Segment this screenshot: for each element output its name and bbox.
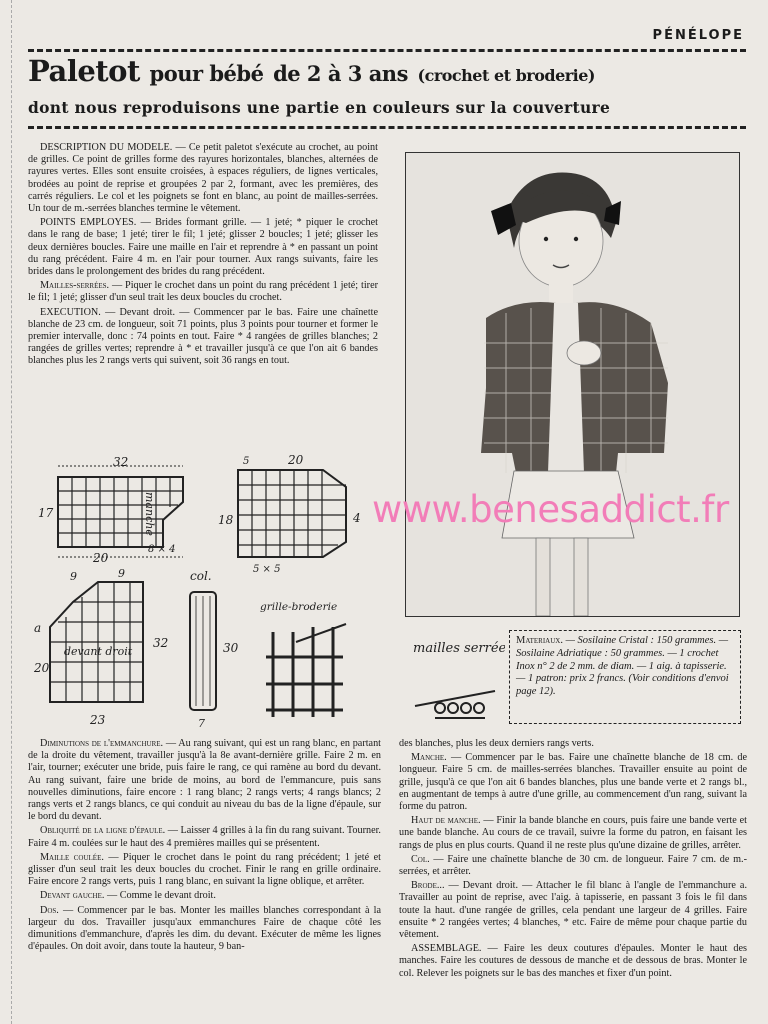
svg-text:mailles serrées: mailles serrées	[413, 641, 505, 656]
paragraph-body: — Comme le devant droit.	[104, 890, 216, 902]
d3-a-label: a	[34, 621, 42, 635]
paragraph	[28, 825, 381, 849]
mailles-serrees-sketch	[405, 636, 505, 731]
paragraph-heading: POINTS EMPLOYES.	[40, 217, 137, 229]
d2-left-label: 18	[218, 513, 234, 527]
paragraph	[28, 280, 378, 304]
paragraph-heading: Diminutions de l'emmanchure.	[40, 738, 164, 749]
d2-side-label: 4	[353, 511, 361, 525]
paragraph	[28, 852, 381, 889]
paragraph	[399, 752, 747, 813]
paragraph-heading: Manche.	[411, 752, 447, 764]
left-text-column	[28, 142, 378, 370]
title-rule	[28, 126, 746, 129]
d3-left-label: 20	[34, 661, 50, 675]
d1-bottom2-label: 8 × 4	[148, 544, 176, 555]
paragraph-heading: EXECUTION.	[40, 306, 101, 318]
d3-top-label: 9	[118, 567, 125, 580]
paragraph-body: — Devant droit. — Attacher le fil blanc à l'angle de l'emmanchure a. Travailler au point de reprise, avec l'aig. à tapisserie, en passant 3 fois le fil dans toute la haut. d'une rangée de grilles, cela pendant une largeur de 4 grilles. Faire ensuite * 2 rangées vertes; 4 blanches, * etc. Faire de même pour chaque partie du vêtement.	[399, 880, 747, 941]
d3-side-label: 32	[153, 636, 169, 650]
paragraph-heading: Col.	[411, 853, 430, 865]
paragraph-body: — Brides formant grille. — 1 jeté; * piquer le crochet dans le rang de base; 1 jeté; tirer le fil; 1 jeté; glisser 2 boucles; 1 jeté; glisser les deux dernières boucles. Faire une maille en l'air et reprendre à * en passant un point du rang précédent. Faire 4 m. en l'air pour tourner. Aux rangs suivants, faire les brides dans le prolongement des brides du rang précédent.	[28, 217, 379, 278]
paragraph-body: — Devant droit. — Commencer par le bas. Faire une chaînette blanche de 23 cm. de longueur, soit 71 points, plus 3 points pour tourner et former le premier intervalle, donc : 74 points en tout. Faire * 4 rangées de grilles blanches; 2 rangées de grilles vertes; reprendre à * et travailler jusqu'à ce que l'on ait 6 bandes blanches plus les 2 rangs verts qui suivent, soit 36 rangs en tout.	[28, 306, 378, 367]
paragraph-body: — Ce petit paletot s'exécute au crochet, au point de grilles. Ce point de grilles forme des rayures horizontales, blanches, alternées de rayures vertes. Elles sont ensuite croisées, à espaces réguliers, de lignes verticales, brodées au point de reprise et groupées 2 par 2, formant, avec les premières, des carrés réguliers. Le col et les poignets se font en blanc, au point de mailles-serrées. Un tour de m.-serrées blanches termine le vêtement.	[28, 142, 378, 215]
paragraph-body: — Laisser 4 grilles à la fin du rang suivant. Tourner. Faire 4 m. coulées sur le haut des 4 premières mailles qui se présentent.	[28, 825, 381, 849]
paragraph-body: — Faire une chaînette blanche de 30 cm. de longueur. Faire 7 cm. de m.-serrées, et arrêter.	[399, 853, 747, 878]
d1-top-label: 32	[113, 455, 129, 469]
paragraph	[28, 217, 378, 278]
paragraph-heading: Devant gauche.	[40, 890, 105, 902]
d3-top2-label: 9	[70, 570, 77, 583]
paragraph	[28, 307, 378, 368]
paragraph	[28, 738, 381, 823]
paragraph-heading: Mailles-serrées.	[40, 280, 110, 292]
paragraph	[399, 880, 747, 941]
broderie-sketch	[266, 624, 346, 717]
col-label: col.	[190, 569, 212, 583]
paragraph-body: — Commencer par le bas. Monter les mailles blanches correspondant à la largeur du dos. Travailler jusqu'aux emmanchures Faire de chaque côté les dimunitions d'emmanchure, d'après les dim. du devant. Exécuter de même les lignes d'épaules. On doit avoir, dans toute la hauteur, 9 ban-	[28, 904, 381, 953]
paragraph-heading: Maille coulée.	[40, 851, 104, 863]
paragraph	[28, 905, 381, 954]
masthead: PÉNÉLOPE	[652, 28, 744, 43]
broderie-label: grille-broderie	[260, 601, 338, 613]
paragraph-body: — Piquer le crochet dans le point du rang précédent; 1 jeté et glisser d'un seul trait les deux boucles du crochet. Finir le rang en grille ordinaire. Faire encore 2 rangs verts, puis 1 rang blanc, en suivant la ligne oblique, et arrêter.	[28, 851, 381, 888]
diagram-sleeve	[238, 470, 346, 557]
top-rule	[28, 49, 746, 52]
materials-box: Materiaux. — Sosilaine Cristal : 150 grammes. — Sosilaine Adriatique : 50 grammes. — 1 crochet Inox n° 2 de 2 mm. de diam. — 1 aig. à tapisserie. — 1 patron: prix 2 francs. (Voir conditions d'envoi page 12).	[509, 630, 741, 724]
paragraph	[28, 142, 378, 215]
bottom-right-column	[399, 738, 747, 982]
paragraph	[399, 738, 747, 750]
paragraph	[399, 943, 747, 980]
d2-top2-label: 5	[243, 456, 250, 467]
paragraph-body: des blanches, plus les deux derniers rangs verts.	[399, 738, 594, 749]
page-edge	[0, 0, 12, 1024]
page-title: Paletot pour bébé de 2 à 3 ans (crochet et broderie)	[28, 54, 595, 88]
paragraph-heading: ASSEMBLAGE.	[411, 943, 482, 955]
d1-side-label: 17	[38, 506, 54, 520]
paragraph-body: — Au rang suivant, qui est un rang blanc, en partant de la droite du vêtement, travailler jusqu'à la 8e avant-dernière grille. Faire 2 m. en l'air, tourner; exécuter une bride, puis faire le rang, ce qui ramène au bord du devant. Au rang suivant, faire une bride de moins, au bord de l'emmancure, puis sans nouvelles diminutions, faire encore : 1 rang blanc; 2 rangs verts; 4 rangs blancs; 2 rangs verts et 2 rangs blancs, ce qui conduit au niveau du bas de la ligne d'épaule, sur le bord du devant.	[28, 738, 381, 823]
d2-bottom-label: 5 × 5	[253, 564, 281, 575]
paragraph-heading: Brode...	[411, 880, 445, 892]
d2-manche-label: manche	[143, 492, 156, 536]
paragraph-heading: Obliquité de la ligne d'épaule.	[40, 825, 166, 837]
paragraph-body: — Commencer par le bas. Faire une chaînette blanche de 18 cm. de longueur. Faire 5 cm. de mailles-serrées blanches. Travailler ensuite au point de grille, jusqu'à ce que l'on ait 6 bandes blanches, plus une bande verte et 2 rangs bl., en augmentant de temps à autre d'une grille, au commencement d'un rang, suivant la forme du patron.	[399, 752, 747, 813]
d1-bottom-label: 20	[93, 551, 109, 565]
paragraph-heading: Dos.	[40, 904, 59, 916]
watermark-text: www.benesaddict.fr	[372, 488, 729, 531]
child-photo	[405, 152, 740, 617]
paragraph-heading: DESCRIPTION DU MODELE.	[40, 142, 173, 153]
bottom-left-column	[28, 738, 381, 955]
col-bottom-label: 7	[198, 717, 205, 730]
diagram-front	[50, 582, 143, 702]
d3-devant-label: devant droit	[64, 645, 133, 658]
paragraph-body: — Faire les deux coutures d'épaules. Monter le haut des manches. Faire les coutures de dessous de manche et de dessous de bras. Monter le col. Relever les poignets sur le bas des manches et fixer d'un point.	[399, 943, 747, 979]
col-side-label: 30	[223, 641, 239, 655]
paragraph	[28, 890, 381, 902]
page-subtitle: dont nous reproduisons une partie en couleurs sur la couverture	[28, 98, 611, 117]
paragraph-body: — Finir la bande blanche en cours, puis faire une bande verte et une bande blanche. Au cours de ce travail, suivre la forme du patron, en faisant les rangs de plus en plus courts. Quand il ne reste plus qu'une dizaine de grilles, arrêter.	[399, 815, 747, 851]
pattern-diagrams	[28, 452, 378, 742]
d3-bottom-label: 23	[90, 713, 106, 727]
paragraph-body: — Piquer le crochet dans un point du rang précédent 1 jeté; tirer le fil; 1 jeté; glisser d'un seul trait les deux boucles du crochet.	[28, 280, 378, 304]
paragraph-heading: Haut de manche.	[411, 815, 481, 827]
diagram-body	[58, 477, 183, 547]
paragraph	[399, 854, 747, 878]
d2-top-label: 20	[288, 453, 304, 467]
paragraph	[399, 815, 747, 852]
